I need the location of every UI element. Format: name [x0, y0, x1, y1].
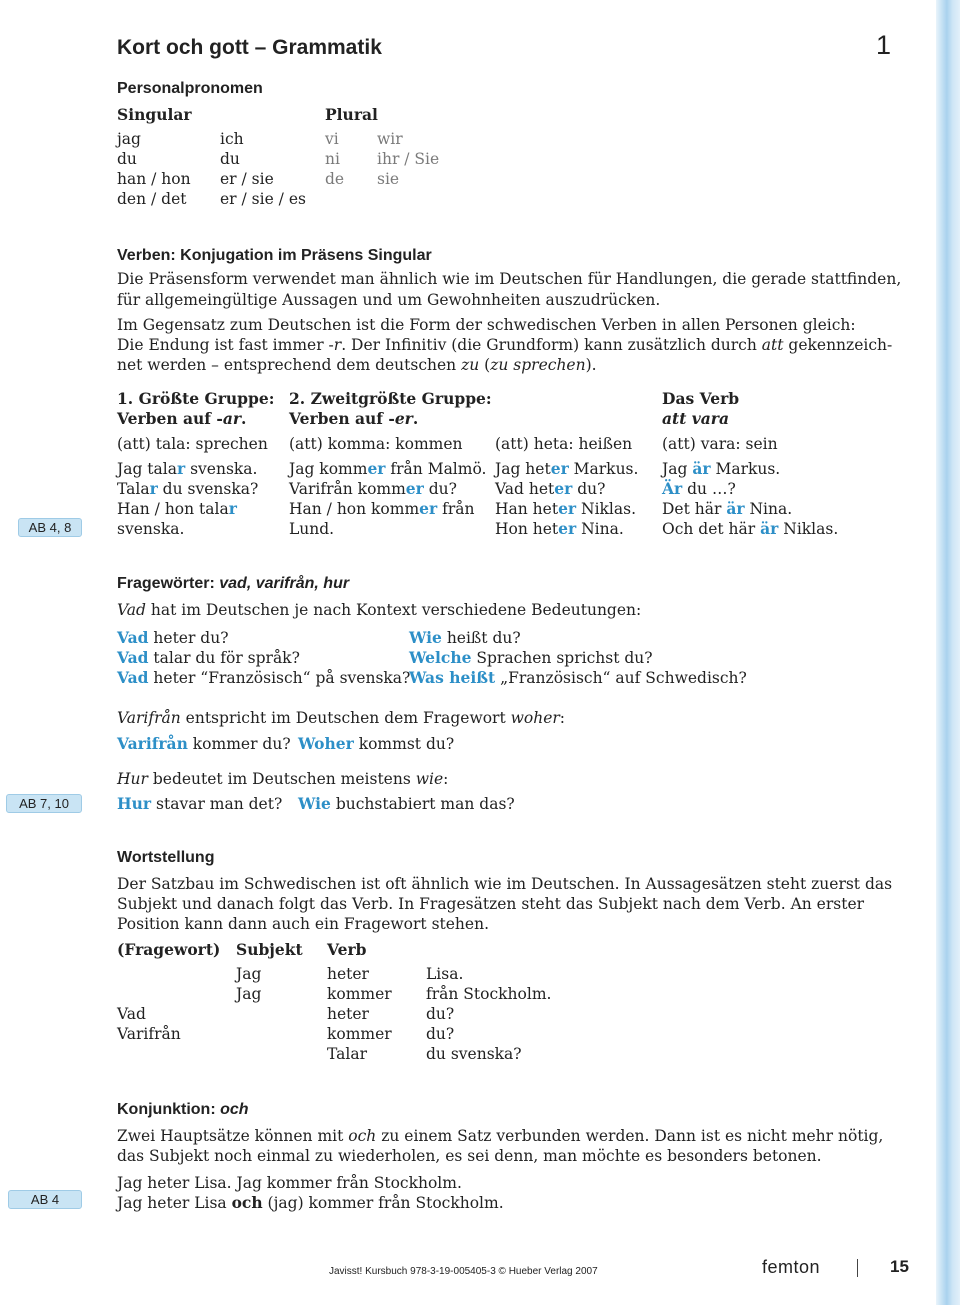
frage-sv-2: Vad talar du för språk? — [117, 648, 300, 667]
col4-heading: Das Verb — [662, 389, 740, 408]
wortstellung-cell: Jag — [236, 985, 262, 1003]
pron-de-3: er / sie — [220, 170, 274, 188]
pron-sv-4: den / det — [117, 190, 187, 208]
wortstellung-cell: Lisa. — [426, 965, 464, 983]
verben-heading: Verben: Konjugation im Präsens Singular — [117, 247, 432, 264]
footer-divider — [857, 1259, 858, 1277]
wie-example: Wie buchstabiert man das? — [298, 794, 515, 813]
wortstellung-p3: Position kann dann auch ein Fragewort stehen. — [117, 915, 489, 933]
ab-tag-konjunktion: AB 4 — [8, 1190, 82, 1209]
pron-pl-de-3: sie — [377, 170, 400, 188]
wortstellung-cell: du? — [426, 1025, 455, 1043]
verb-example-c2-3: Han / hon kommer från — [289, 499, 475, 518]
wortstellung-cell: du? — [426, 1005, 455, 1023]
pron-sv-1: jag — [117, 130, 141, 148]
wortstellung-cell: Jag — [236, 965, 262, 983]
inf-heta: (att) heta: heißen — [495, 435, 633, 453]
konjunktion-p2: das Subjekt noch einmal zu wiederholen, es sei denn, man möchte es besonders betonen. — [117, 1147, 822, 1165]
wortstellung-cell: Vad — [117, 1005, 146, 1023]
col2-subheading: Verben auf -er. — [289, 409, 419, 428]
inf-vara: (att) vara: sein — [662, 435, 778, 453]
konjunktion-p1: Zwei Hauptsätze können mit och zu einem Satz verbunden werden. Dann ist es nicht mehr nötig, — [117, 1127, 884, 1145]
wortstellung-cell: heter — [327, 1005, 369, 1023]
col-verb: Verb — [327, 940, 367, 959]
verb-example-c4-4: Och det här är Niklas. — [662, 519, 839, 538]
verb-example-c1-2: Talar du svenska? — [117, 479, 259, 498]
plural-label: Plural — [325, 105, 378, 124]
inf-komma: (att) komma: kommen — [289, 435, 463, 453]
wortstellung-p1: Der Satzbau im Schwedischen ist oft ähnlich wie im Deutschen. In Aussagesätzen steht zuerst das — [117, 875, 893, 893]
col1-subheading: Verben auf -ar. — [117, 409, 247, 428]
verb-example-c4-1: Jag är Markus. — [662, 459, 781, 478]
wortstellung-heading: Wortstellung — [117, 849, 215, 866]
verb-example-c2-2: Varifrån kommer du? — [289, 479, 457, 498]
ab-tag-fragewoerter: AB 7, 10 — [6, 794, 82, 813]
hur-example: Hur stavar man det? — [117, 794, 283, 813]
wortstellung-p2: Subjekt und danach folgt das Verb. In Fragesätzen steht das Subjekt nach dem Verb. An erster — [117, 895, 865, 913]
konjunktion-heading: Konjunktion: och — [117, 1101, 249, 1118]
verben-p4: Die Endung ist fast immer -r. Der Infinitiv (die Grundform) kann zusätzlich durch att gekennzeich- — [117, 336, 893, 354]
wortstellung-cell: kommer — [327, 985, 392, 1003]
verben-p1: Die Präsensform verwendet man ähnlich wie im Deutschen für Handlungen, die gerade stattfinden, — [117, 270, 902, 288]
pron-de-2: du — [220, 150, 240, 168]
verben-p5: net werden – entsprechend dem deutschen zu (zu sprechen). — [117, 356, 597, 374]
page-title: Kort och gott – Grammatik — [117, 36, 382, 59]
frage-sv-3: Vad heter “Französisch“ på svenska? — [117, 668, 411, 687]
footer-brand: femton — [762, 1257, 821, 1277]
verb-example-c2-4: Lund. — [289, 520, 335, 538]
frage-de-1: Wie heißt du? — [409, 628, 521, 647]
verb-example-c3-1: Jag heter Markus. — [495, 459, 639, 478]
pron-sv-3: han / hon — [117, 170, 191, 188]
chapter-number: 1 — [876, 30, 892, 60]
col4-subheading: att vara — [662, 409, 730, 428]
pron-pl-sv-1: vi — [325, 130, 339, 148]
wortstellung-cell: Talar — [327, 1045, 367, 1063]
verb-example-c3-4: Hon heter Nina. — [495, 519, 624, 538]
frage-de-3: Was heißt „Französisch“ auf Schwedisch? — [409, 668, 747, 687]
verb-example-c2-1: Jag kommer från Malmö. — [289, 459, 487, 478]
frage-de-2: Welche Sprachen sprichst du? — [409, 648, 653, 667]
wortstellung-cell: från Stockholm. — [426, 985, 552, 1003]
pron-de-1: ich — [220, 130, 244, 148]
pron-pl-de-1: wir — [377, 130, 403, 148]
col1-heading: 1. Größte Gruppe: — [117, 389, 275, 408]
frage-sv-1: Vad heter du? — [117, 628, 229, 647]
konjunktion-ex2: Jag heter Lisa och (jag) kommer från Stockholm. — [117, 1193, 504, 1212]
verb-example-c3-2: Vad heter du? — [495, 479, 606, 498]
verben-p3: Im Gegensatz zum Deutschen ist die Form der schwedischen Verben in allen Personen gleich: — [117, 316, 856, 334]
varifran-example: Varifrån kommer du? — [117, 734, 291, 753]
verb-example-c1-1: Jag talar svenska. — [117, 459, 258, 478]
pron-de-4: er / sie / es — [220, 190, 306, 208]
col-subjekt: Subjekt — [236, 940, 303, 959]
pron-pl-sv-3: de — [325, 170, 345, 188]
verb-example-c3-3: Han heter Niklas. — [495, 499, 637, 518]
wortstellung-cell: du svenska? — [426, 1045, 522, 1063]
ab-tag-verben: AB 4, 8 — [18, 518, 82, 537]
pron-pl-de-2: ihr / Sie — [377, 150, 440, 168]
fragewoerter-heading: Fragewörter: vad, varifrån, hur — [117, 575, 350, 592]
singular-label: Singular — [117, 105, 192, 124]
varifran-explanation: Varifrån entspricht im Deutschen dem Fragewort woher: — [117, 709, 566, 727]
hur-explanation: Hur bedeutet im Deutschen meistens wie: — [117, 770, 449, 788]
pronomen-heading: Personalpronomen — [117, 80, 263, 97]
footer-credit: Javisst! Kursbuch 978-3-19-005405-3 © Hueber Verlag 2007 — [329, 1266, 598, 1277]
pron-sv-2: du — [117, 150, 137, 168]
verben-p2: für allgemeingültige Aussagen und um Gewohnheiten auszudrücken. — [117, 291, 661, 309]
wortstellung-cell: Varifrån — [117, 1025, 181, 1043]
wortstellung-cell: heter — [327, 965, 369, 983]
verb-example-c1-3: Han / hon talar — [117, 499, 237, 518]
page-edge-stripe — [936, 0, 960, 1305]
woher-example: Woher kommst du? — [298, 734, 455, 753]
pron-pl-sv-2: ni — [325, 150, 340, 168]
footer-page-number: 15 — [890, 1257, 909, 1276]
verb-example-c4-3: Det här är Nina. — [662, 499, 793, 518]
konjunktion-ex1: Jag heter Lisa. Jag kommer från Stockholm. — [117, 1174, 462, 1192]
fragewoerter-intro: Vad hat im Deutschen je nach Kontext verschiedene Bedeutungen: — [117, 601, 642, 619]
verb-example-c4-2: Är du …? — [662, 479, 736, 498]
wortstellung-cell: kommer — [327, 1025, 392, 1043]
verb-example-c1-4: svenska. — [117, 520, 185, 538]
inf-tala: (att) tala: sprechen — [117, 435, 268, 453]
col2-heading: 2. Zweitgrößte Gruppe: — [289, 389, 492, 408]
col-fragewort: (Fragewort) — [117, 940, 221, 959]
